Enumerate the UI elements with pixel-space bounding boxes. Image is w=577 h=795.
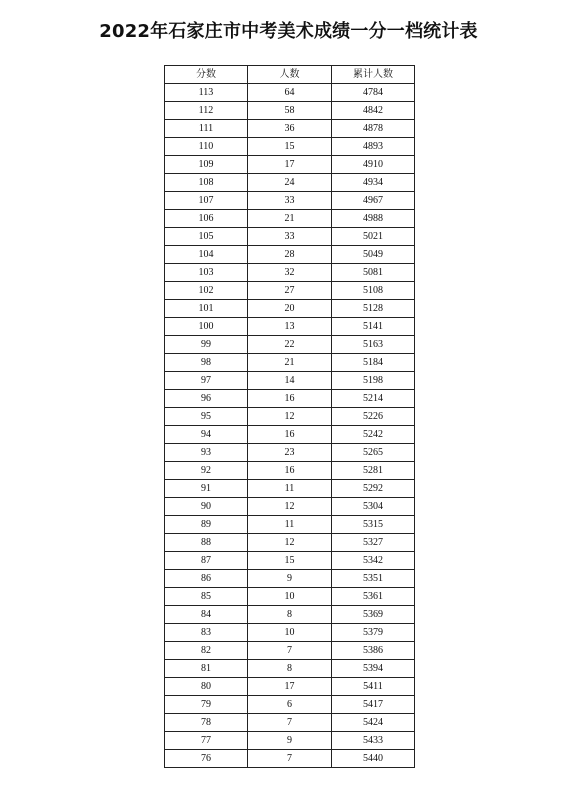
cumulative-cell: 5242: [332, 426, 415, 444]
score-distribution-table: [164, 65, 415, 768]
count-cell: 27: [248, 282, 332, 300]
score-cell: 82: [165, 642, 248, 660]
score-cell: 112: [165, 102, 248, 120]
table-row: [165, 102, 415, 120]
cumulative-cell: 4988: [332, 210, 415, 228]
cumulative-cell: 5281: [332, 462, 415, 480]
count-cell: 21: [248, 354, 332, 372]
table-row: [165, 120, 415, 138]
cumulative-cell: 5315: [332, 516, 415, 534]
count-cell: 15: [248, 552, 332, 570]
count-cell: 12: [248, 498, 332, 516]
count-cell: 7: [248, 714, 332, 732]
cumulative-cell: 5433: [332, 732, 415, 750]
score-cell: 90: [165, 498, 248, 516]
table-row: [165, 390, 415, 408]
count-cell: 8: [248, 606, 332, 624]
count-cell: 9: [248, 732, 332, 750]
cumulative-cell: 5021: [332, 228, 415, 246]
score-cell: 77: [165, 732, 248, 750]
cumulative-cell: 4967: [332, 192, 415, 210]
count-cell: 12: [248, 408, 332, 426]
cumulative-cell: 5265: [332, 444, 415, 462]
table-row: [165, 336, 415, 354]
table-row: [165, 84, 415, 102]
count-cell: 9: [248, 570, 332, 588]
score-cell: 95: [165, 408, 248, 426]
cumulative-cell: 5369: [332, 606, 415, 624]
count-cell: 14: [248, 372, 332, 390]
cumulative-cell: 5141: [332, 318, 415, 336]
cumulative-cell: 5394: [332, 660, 415, 678]
cumulative-cell: 4934: [332, 174, 415, 192]
table-row: [165, 588, 415, 606]
score-cell: 78: [165, 714, 248, 732]
cumulative-cell: 5361: [332, 588, 415, 606]
table-row: [165, 516, 415, 534]
count-cell: 12: [248, 534, 332, 552]
page-title: 2022年石家庄市中考美术成绩一分一档统计表: [99, 21, 478, 42]
count-cell: 33: [248, 192, 332, 210]
count-cell: 20: [248, 300, 332, 318]
score-cell: 99: [165, 336, 248, 354]
score-cell: 105: [165, 228, 248, 246]
count-cell: 16: [248, 426, 332, 444]
cumulative-cell: 5163: [332, 336, 415, 354]
cumulative-cell: 5327: [332, 534, 415, 552]
count-cell: 24: [248, 174, 332, 192]
score-cell: 109: [165, 156, 248, 174]
table-row: [165, 678, 415, 696]
count-cell: 7: [248, 750, 332, 768]
score-cell: 107: [165, 192, 248, 210]
table-row: [165, 264, 415, 282]
table-row: [165, 282, 415, 300]
table-row: [165, 246, 415, 264]
table-row: [165, 624, 415, 642]
score-cell: 111: [165, 120, 248, 138]
table-row: [165, 660, 415, 678]
score-cell: 103: [165, 264, 248, 282]
cumulative-cell: 5304: [332, 498, 415, 516]
cumulative-cell: 5440: [332, 750, 415, 768]
table-row: [165, 426, 415, 444]
count-cell: 21: [248, 210, 332, 228]
table-row: [165, 228, 415, 246]
cumulative-cell: 5226: [332, 408, 415, 426]
cumulative-cell: 4910: [332, 156, 415, 174]
table-row: [165, 732, 415, 750]
table-row: [165, 156, 415, 174]
table-row: [165, 642, 415, 660]
cumulative-cell: 5417: [332, 696, 415, 714]
score-cell: 94: [165, 426, 248, 444]
score-cell: 85: [165, 588, 248, 606]
table-header: [165, 66, 415, 84]
cumulative-cell: 5108: [332, 282, 415, 300]
score-cell: 93: [165, 444, 248, 462]
cumulative-cell: 5128: [332, 300, 415, 318]
count-cell: 6: [248, 696, 332, 714]
cumulative-cell: 5198: [332, 372, 415, 390]
table-row: [165, 714, 415, 732]
table-row: [165, 444, 415, 462]
score-cell: 104: [165, 246, 248, 264]
table-row: [165, 552, 415, 570]
score-cell: 101: [165, 300, 248, 318]
score-cell: 79: [165, 696, 248, 714]
cumulative-cell: 5386: [332, 642, 415, 660]
score-cell: 89: [165, 516, 248, 534]
header-score: 分数: [165, 66, 248, 84]
score-cell: 97: [165, 372, 248, 390]
count-cell: 16: [248, 462, 332, 480]
cumulative-cell: 5214: [332, 390, 415, 408]
count-cell: 28: [248, 246, 332, 264]
score-cell: 100: [165, 318, 248, 336]
table-row: [165, 174, 415, 192]
score-cell: 83: [165, 624, 248, 642]
score-cell: 96: [165, 390, 248, 408]
table-row: [165, 354, 415, 372]
cumulative-cell: 4893: [332, 138, 415, 156]
count-cell: 10: [248, 588, 332, 606]
count-cell: 7: [248, 642, 332, 660]
score-cell: 113: [165, 84, 248, 102]
count-cell: 11: [248, 516, 332, 534]
cumulative-cell: 5292: [332, 480, 415, 498]
table-row: [165, 300, 415, 318]
score-cell: 84: [165, 606, 248, 624]
score-cell: 87: [165, 552, 248, 570]
table-row: [165, 408, 415, 426]
table-row: [165, 498, 415, 516]
score-cell: 86: [165, 570, 248, 588]
cumulative-cell: 5081: [332, 264, 415, 282]
score-cell: 108: [165, 174, 248, 192]
score-cell: 76: [165, 750, 248, 768]
table-row: [165, 138, 415, 156]
cumulative-cell: 5424: [332, 714, 415, 732]
count-cell: 32: [248, 264, 332, 282]
table-row: [165, 606, 415, 624]
count-cell: 15: [248, 138, 332, 156]
cumulative-cell: 5351: [332, 570, 415, 588]
score-cell: 88: [165, 534, 248, 552]
table-row: [165, 750, 415, 768]
header-count: 人数: [248, 66, 332, 84]
score-cell: 92: [165, 462, 248, 480]
header-row: [165, 66, 415, 84]
count-cell: 10: [248, 624, 332, 642]
cumulative-cell: 5342: [332, 552, 415, 570]
cumulative-cell: 5379: [332, 624, 415, 642]
table-row: [165, 534, 415, 552]
score-cell: 98: [165, 354, 248, 372]
count-cell: 17: [248, 678, 332, 696]
table-row: [165, 210, 415, 228]
count-cell: 8: [248, 660, 332, 678]
cumulative-cell: 5184: [332, 354, 415, 372]
count-cell: 33: [248, 228, 332, 246]
count-cell: 16: [248, 390, 332, 408]
score-cell: 91: [165, 480, 248, 498]
count-cell: 11: [248, 480, 332, 498]
count-cell: 13: [248, 318, 332, 336]
cumulative-cell: 4784: [332, 84, 415, 102]
cumulative-cell: 5049: [332, 246, 415, 264]
header-cumulative: 累计人数: [332, 66, 415, 84]
count-cell: 64: [248, 84, 332, 102]
score-cell: 102: [165, 282, 248, 300]
count-cell: 36: [248, 120, 332, 138]
table-row: [165, 570, 415, 588]
score-cell: 80: [165, 678, 248, 696]
score-cell: 81: [165, 660, 248, 678]
cumulative-cell: 4842: [332, 102, 415, 120]
count-cell: 22: [248, 336, 332, 354]
table-row: [165, 462, 415, 480]
table-row: [165, 372, 415, 390]
cumulative-cell: 4878: [332, 120, 415, 138]
cumulative-cell: 5411: [332, 678, 415, 696]
table-row: [165, 318, 415, 336]
table-row: [165, 696, 415, 714]
count-cell: 58: [248, 102, 332, 120]
table-body: [165, 84, 415, 768]
score-cell: 110: [165, 138, 248, 156]
table-row: [165, 480, 415, 498]
table-row: [165, 192, 415, 210]
score-cell: 106: [165, 210, 248, 228]
count-cell: 23: [248, 444, 332, 462]
count-cell: 17: [248, 156, 332, 174]
